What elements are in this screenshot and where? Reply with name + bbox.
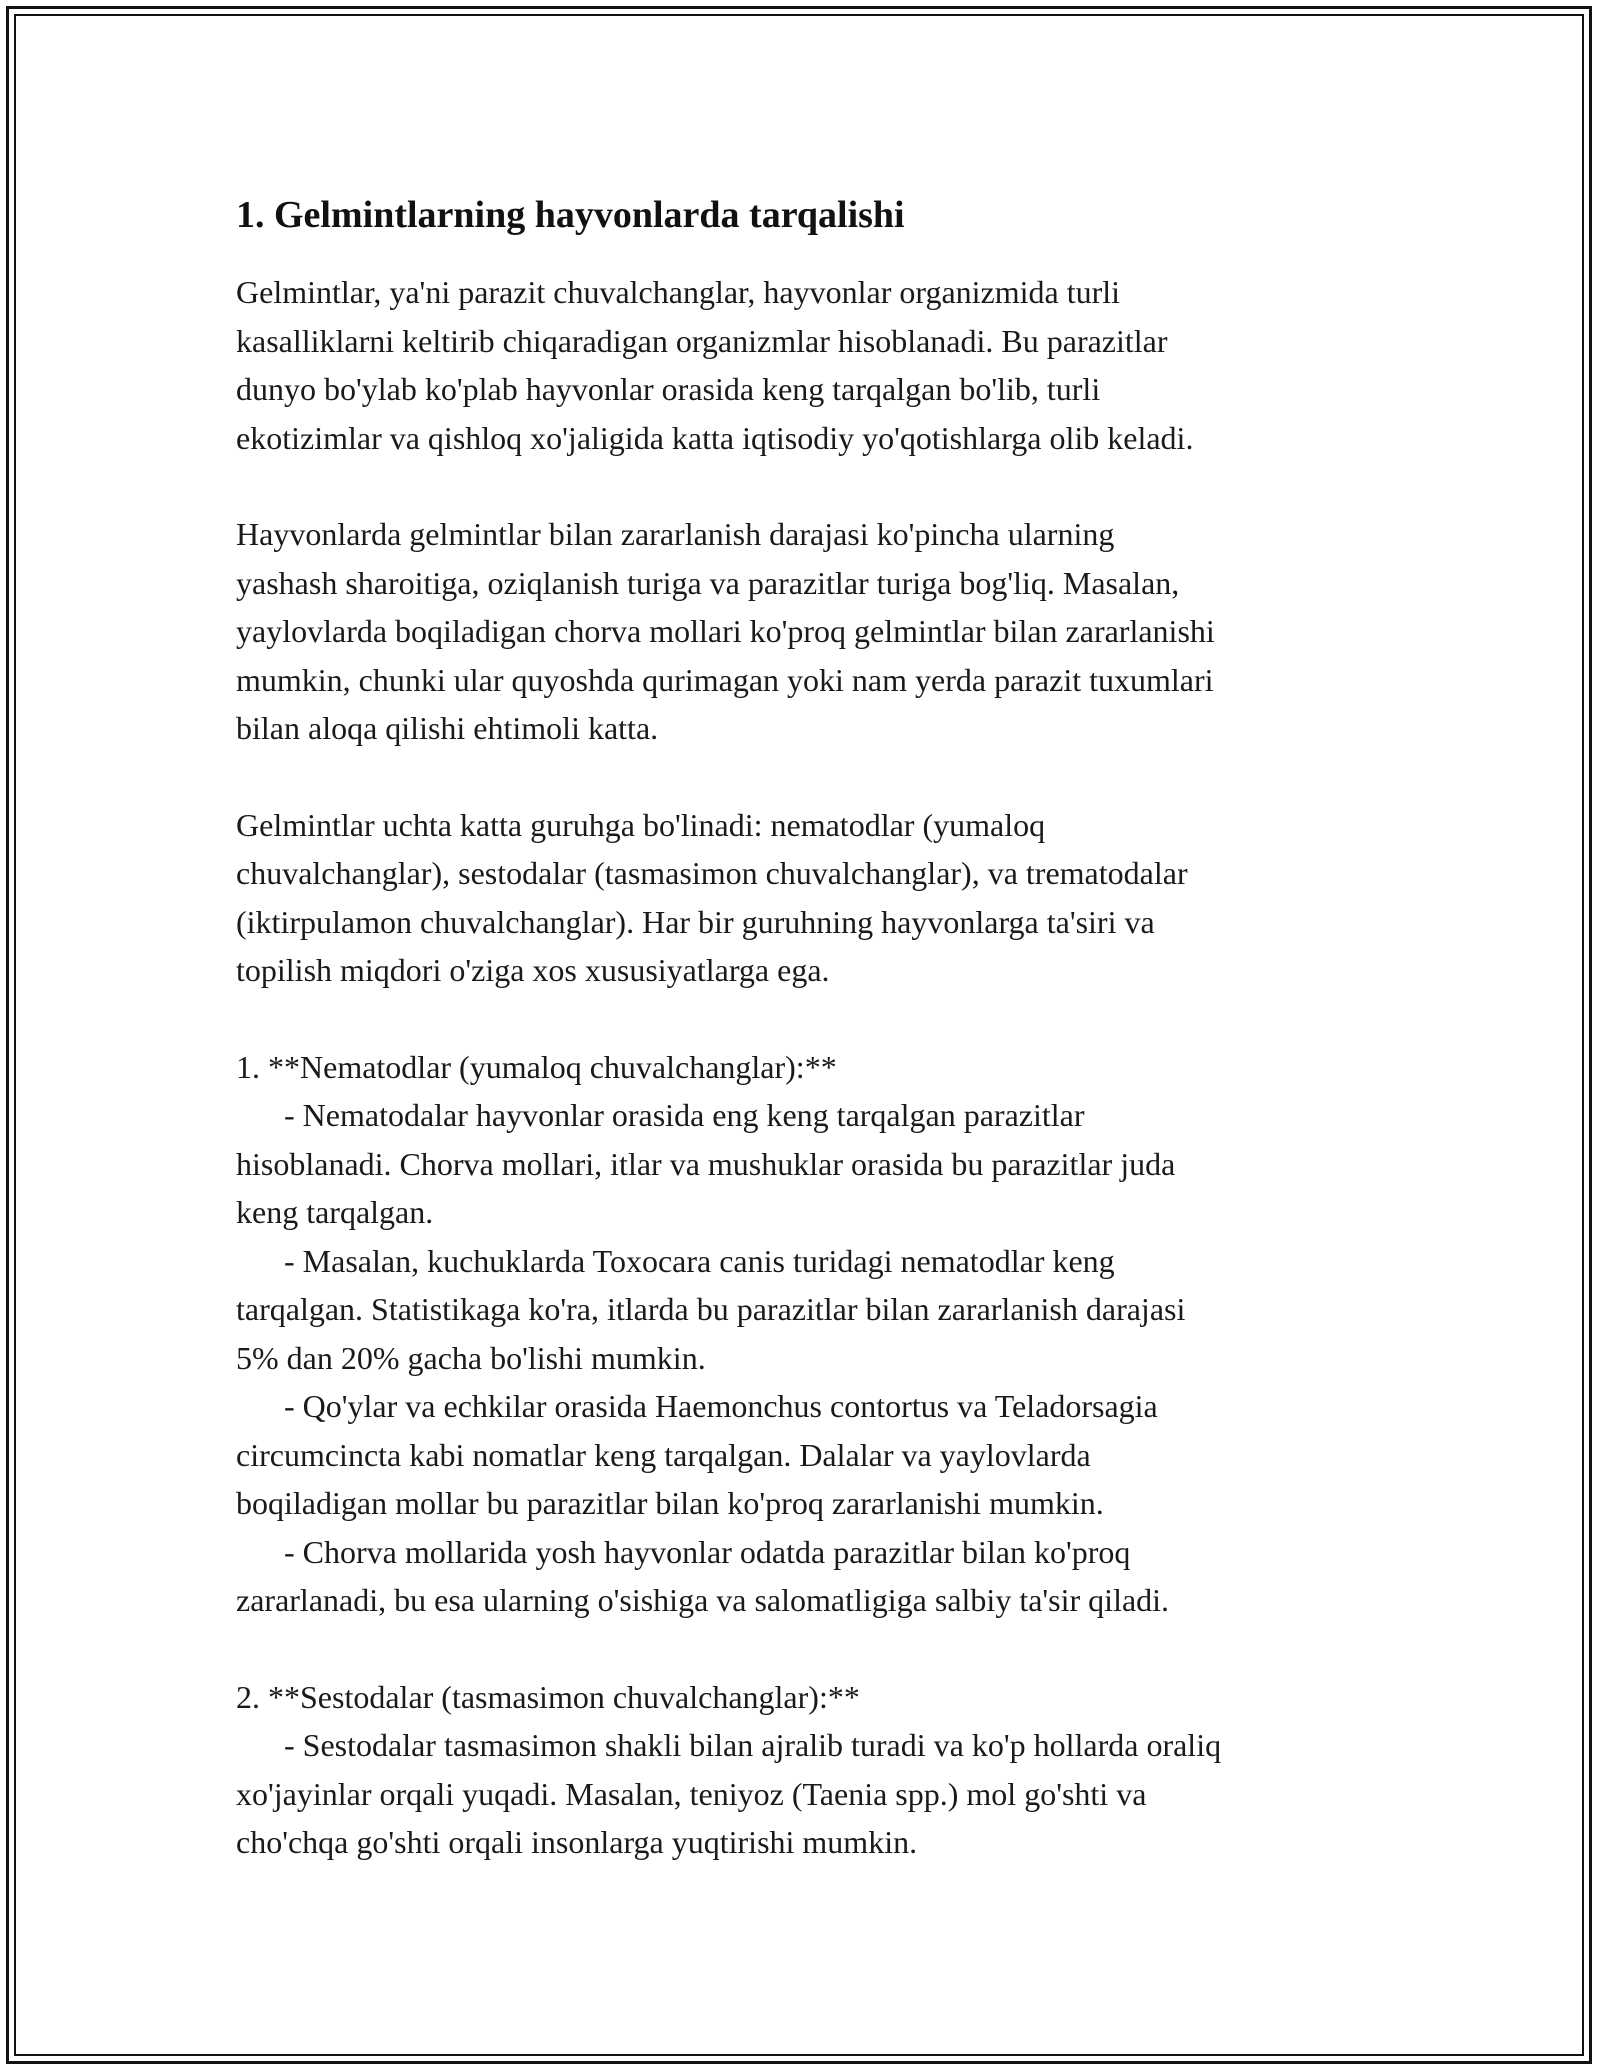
bullet-line: 5% dan 20% gacha bo'lishi mumkin. [236, 1339, 706, 1376]
document-body [236, 188, 1376, 1915]
bullet-line: - Nematodalar hayvonlar orasida eng keng tarqalgan parazitlar [284, 1097, 1085, 1133]
bullet-line: cho'chqa go'shti orqali insonlarga yuqtirishi mumkin. [236, 1824, 918, 1860]
infection-factors-paragraph [236, 510, 1376, 753]
bullet-line: hisoblanadi. Chorva mollari, itlar va mushuklar orasida bu parazitlar juda [236, 1145, 1176, 1182]
document-heading: 1. Gelmintlarning hayvonlarda tarqalishi [236, 194, 905, 236]
paragraph-line: mumkin, chunki ular quyoshda qurimagan yoki nam yerda parazit tuxumlari [236, 661, 1214, 698]
cestodes-section [236, 1673, 1376, 1867]
bullet-line: - Sestodalar tasmasimon shakli bilan ajralib turadi va ko'p hollarda oraliq [284, 1727, 1222, 1763]
section-title: 2. **Sestodalar (tasmasimon chuvalchanglar):** [236, 1678, 860, 1715]
bullet-line: - Masalan, kuchuklarda Toxocara canis turidagi nematodlar keng [284, 1242, 1115, 1279]
paragraph-line: topilish miqdori o'ziga xos xususiyatlarga ega. [236, 952, 830, 988]
paragraph-line: (iktirpulamon chuvalchanglar). Har bir guruhning hayvonlarga ta'siri va [236, 903, 1155, 940]
paragraph-line: Gelmintlar uchta katta guruhga bo'linadi: nematodlar (yumaloq [236, 806, 1046, 843]
bullet-line: circumcincta kabi nomatlar keng tarqalgan. Dalalar va yaylovlarda [236, 1436, 1091, 1473]
paragraph-line: chuvalchanglar), sestodalar (tasmasimon chuvalchanglar), va trematodalar [236, 855, 1188, 891]
intro-paragraph [236, 268, 1376, 462]
bullet-line: tarqalgan. Statistikaga ko'ra, itlarda bu parazitlar bilan zararlanish darajasi [236, 1291, 1186, 1327]
paragraph-line: ekotizimlar va qishloq xo'jaligida katta iqtisodiy yo'qotishlarga olib keladi. [236, 419, 1194, 456]
paragraph-line: yaylovlarda boqiladigan chorva mollari ko'proq gelmintlar bilan zararlanishi [236, 613, 1215, 649]
nematodes-section [236, 1043, 1376, 1625]
bullet-line: zararlanadi, bu esa ularning o'sishiga va salomatligiga salbiy ta'sir qiladi. [236, 1582, 1170, 1618]
bullet-line: xo'jayinlar orqali yuqadi. Masalan, teniyoz (Taenia spp.) mol go'shti va [236, 1775, 1147, 1812]
paragraph-line: kasalliklarni keltirib chiqaradigan organizmlar hisoblanadi. Bu parazitlar [236, 322, 1168, 359]
paragraph-line: Hayvonlarda gelmintlar bilan zararlanish darajasi ko'pincha ularning [236, 516, 1115, 552]
bullet-line: boqiladigan mollar bu parazitlar bilan ko'proq zararlanishi mumkin. [236, 1485, 1104, 1521]
paragraph-line: dunyo bo'ylab ko'plab hayvonlar orasida keng tarqalgan bo'lib, turli [236, 371, 1101, 407]
paragraph-line: bilan aloqa qilishi ehtimoli katta. [236, 710, 659, 746]
paragraph-line: Gelmintlar, ya'ni parazit chuvalchanglar, hayvonlar organizmida turli [236, 274, 1121, 310]
paragraph-line: yashash sharoitiga, oziqlanish turiga va parazitlar turiga bog'liq. Masalan, [236, 564, 1180, 601]
bullet-line: - Chorva mollarida yosh hayvonlar odatda parazitlar bilan ko'proq [284, 1533, 1131, 1570]
section-title: 1. **Nematodlar (yumaloq chuvalchanglar):** [236, 1048, 837, 1085]
bullet-line: keng tarqalgan. [236, 1194, 434, 1230]
groups-paragraph [236, 801, 1376, 995]
bullet-line: - Qo'ylar va echkilar orasida Haemonchus contortus va Teladorsagia [284, 1388, 1158, 1424]
